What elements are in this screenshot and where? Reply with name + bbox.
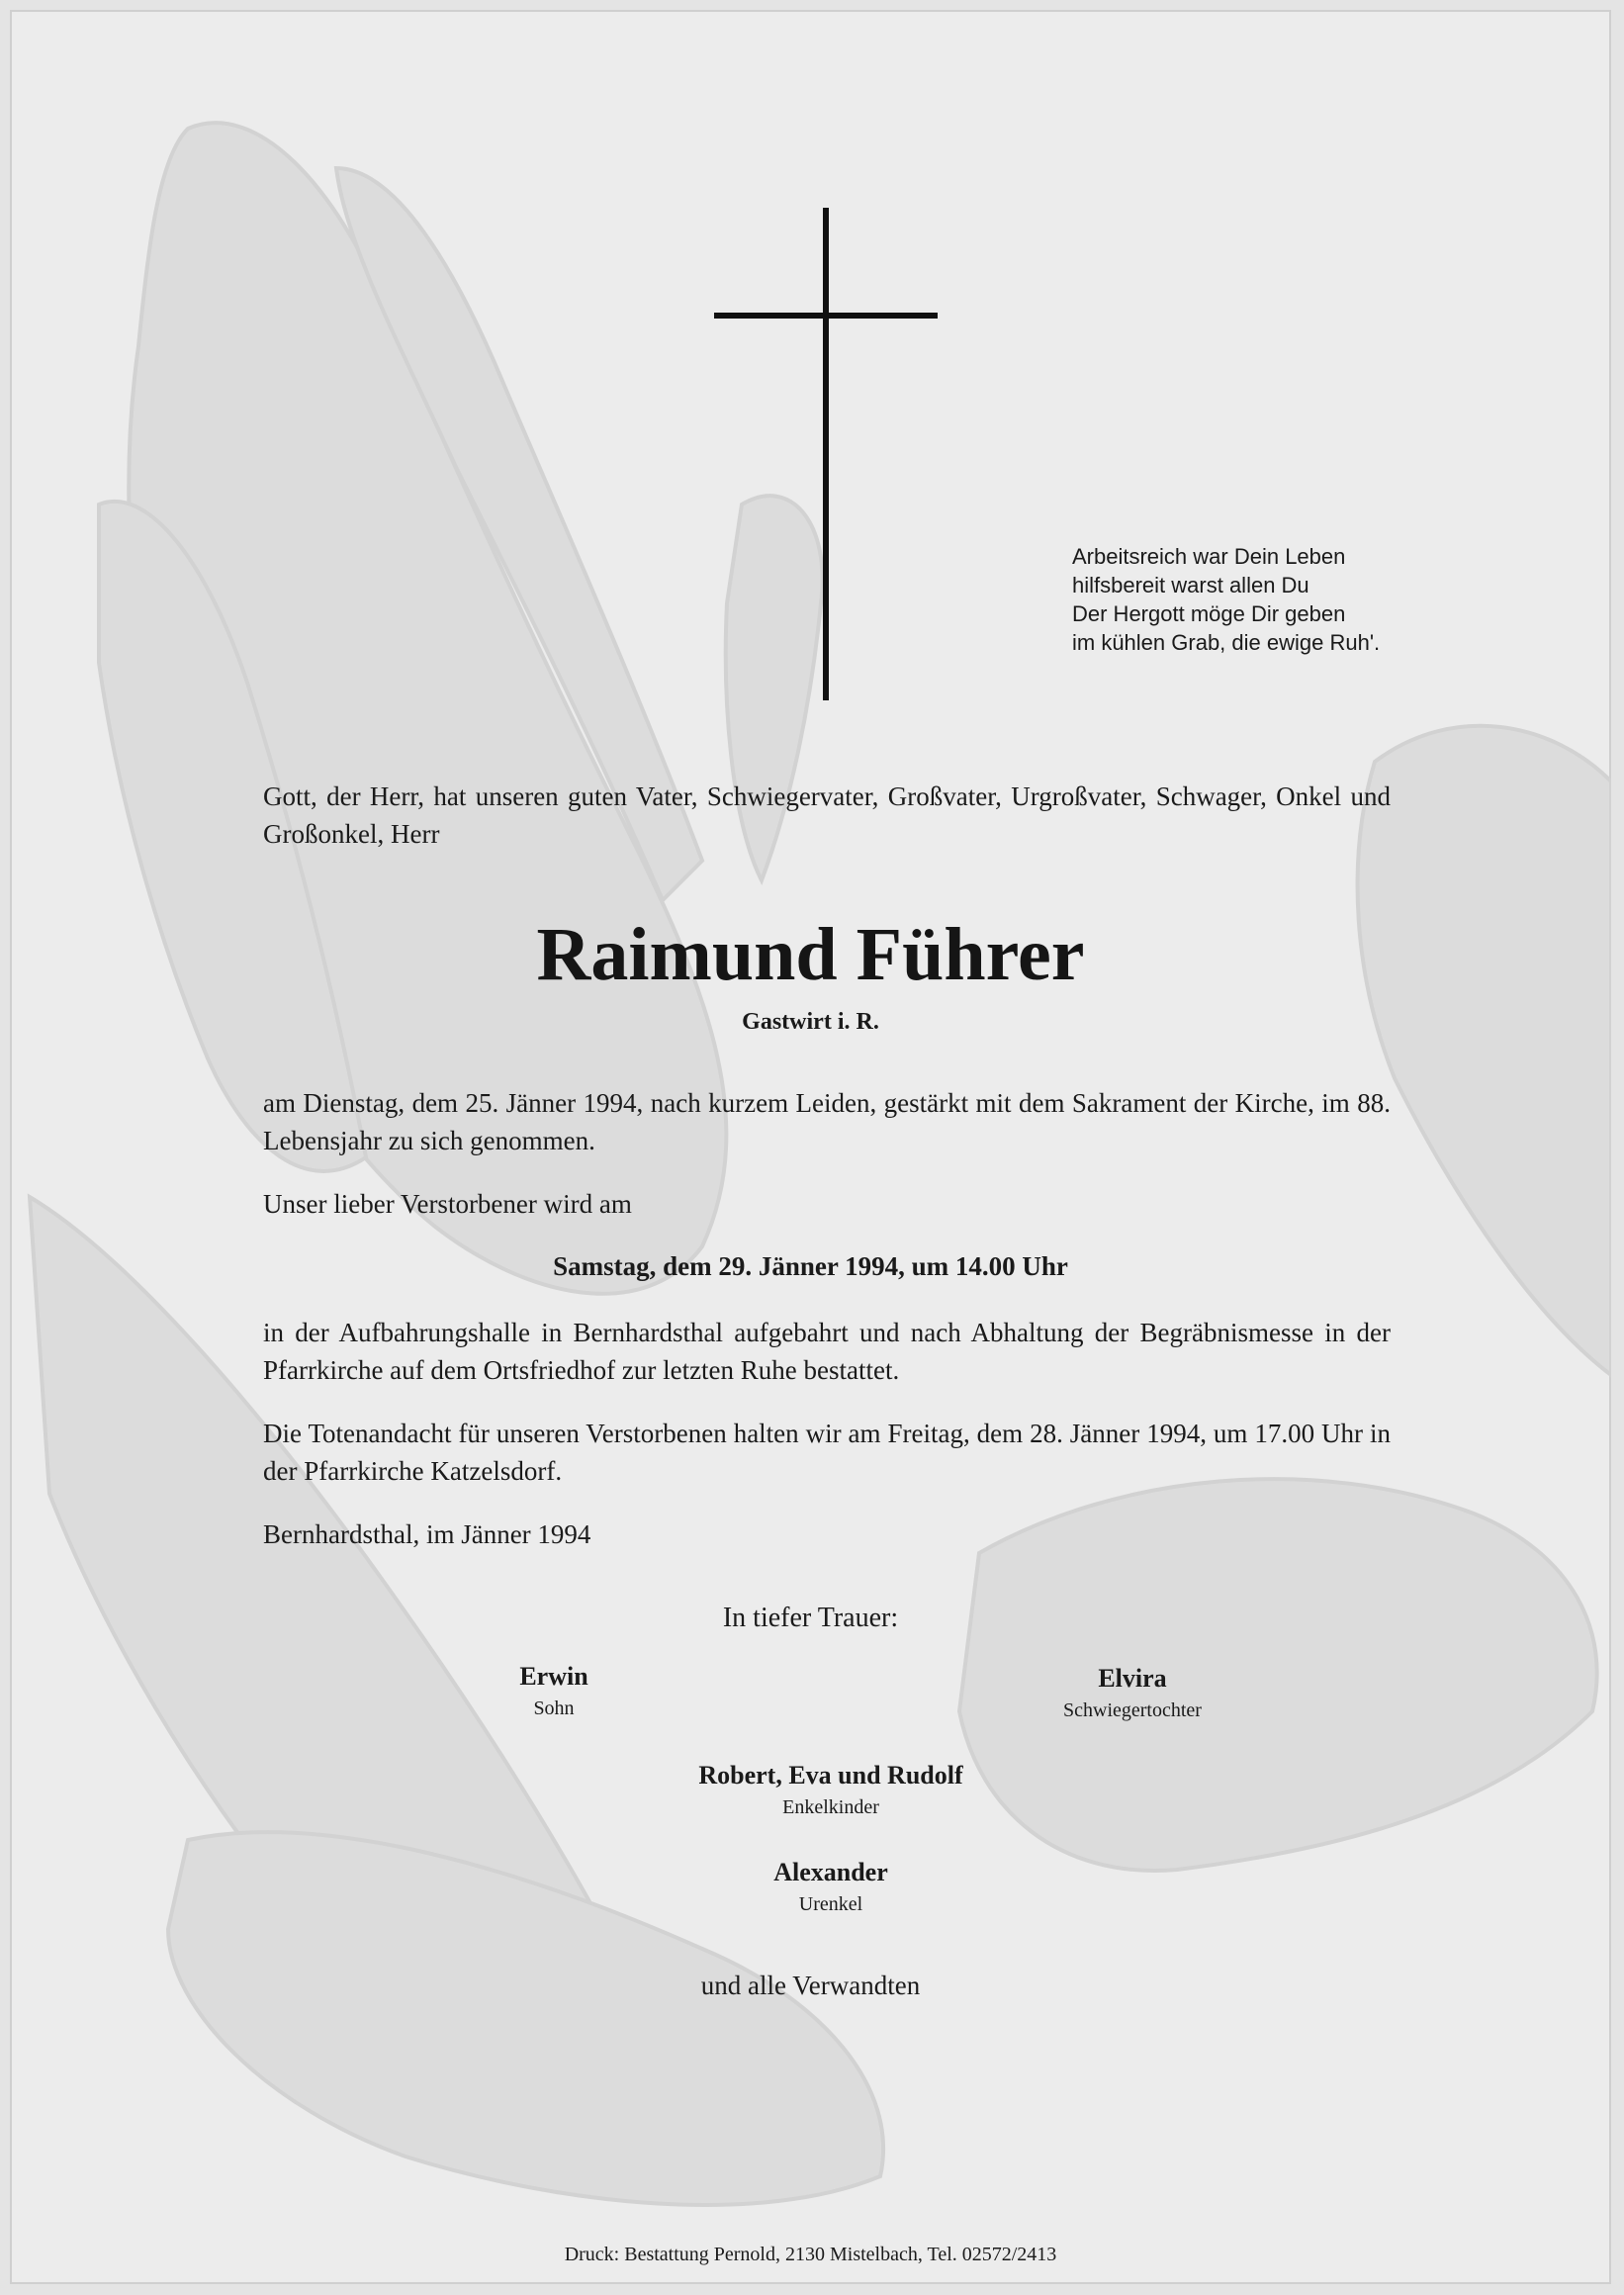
mourner-relation: Schwiegertochter [1063,1699,1202,1721]
mourner-name: Robert, Eva und Rudolf [698,1761,963,1790]
poem-line: im kühlen Grab, die ewige Ruh'. [1072,630,1381,655]
intro-paragraph: Gott, der Herr, hat unseren guten Vater, Schwiegervater, Großvater, Urgroßvater, Schwager, Onkel und Großonkel, Herr [263,781,1391,849]
funeral-date: Samstag, dem 29. Jänner 1994, um 14.00 Uhr [553,1251,1068,1281]
funeral-intro-line: Unser lieber Verstorbener wird am [263,1189,632,1219]
mourner-name: Elvira [1098,1664,1167,1693]
mourner-relation: Urenkel [798,1893,863,1915]
mourner-relation: Enkelkinder [782,1796,879,1818]
relatives-line: und alle Verwandten [700,1971,921,2000]
printer-credit: Druck: Bestattung Pernold, 2130 Mistelbach, Tel. 02572/2413 [564,2244,1057,2265]
prayer-notice-paragraph: Die Totenandacht für unseren Verstorbenen halten wir am Freitag, dem 28. Jänner 1994, um 17.00 Uhr in der Pfarrkirche Katzelsdorf. [263,1419,1391,1486]
poem-line: hilfsbereit warst allen Du [1072,573,1309,597]
mourner-name: Alexander [773,1858,888,1886]
deceased-name: Raimund Führer [536,913,1085,996]
deceased-occupation: Gastwirt i. R. [742,1009,879,1035]
cross-horizontal-bar [714,313,938,319]
funeral-details-paragraph: in der Aufbahrungshalle in Bernhardsthal aufgebahrt und nach Abhaltung der Begräbnismesse in der Pfarrkirche auf dem Ortsfriedhof zur letzten Ruhe bestattet. [263,1318,1391,1385]
mourner-entry [653,1856,1009,1919]
poem-line: Der Hergott möge Dir geben [1072,601,1346,626]
obituary-sheet [10,10,1611,2284]
mourner-entry [445,1660,663,1723]
mourner-relation: Sohn [533,1698,575,1719]
memorial-poem [1072,542,1468,657]
mourner-name: Erwin [519,1662,588,1691]
death-notice-paragraph: am Dienstag, dem 25. Jänner 1994, nach kurzem Leiden, gestärkt mit dem Sakrament der Kirche, im 88. Lebensjahr zu sich genommen. [263,1088,1391,1155]
mourning-heading: In tiefer Trauer: [722,1603,899,1633]
cross-vertical-bar [823,208,829,700]
poem-line: Arbeitsreich war Dein Leben [1072,544,1346,569]
place-and-date: Bernhardsthal, im Jänner 1994 [263,1519,591,1549]
mourner-entry [603,1759,1058,1822]
mourner-entry [999,1662,1266,1725]
